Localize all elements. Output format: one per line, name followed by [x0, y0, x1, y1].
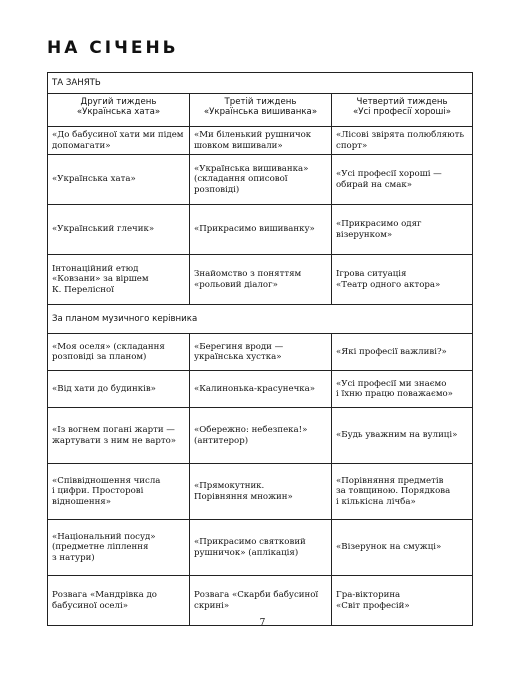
- table-cell: «Калинонька-красунечка»: [190, 371, 332, 408]
- table-cell: «Моя оселя» (складання розповіді за планом): [48, 334, 190, 371]
- table-cell: «Лісові звірята полюбляють спорт»: [332, 127, 473, 155]
- column-header-week-2: [48, 94, 190, 127]
- page-title: НА СІЧЕНЬ: [47, 38, 179, 58]
- table-cell: «Які професії важливі?»: [332, 334, 473, 371]
- table-cell: «Усі професії хороші — обирай на смак»: [332, 155, 473, 205]
- table-cell: «Прикрасимо святковий рушничок» (аплікація): [190, 520, 332, 576]
- table-row: [48, 155, 473, 205]
- column-header-week-4: [332, 94, 473, 127]
- table-row: [48, 520, 473, 576]
- table-cell: «Прямокутник. Порівняння множин»: [190, 464, 332, 520]
- column-header-row: [48, 94, 473, 127]
- table-row: [48, 205, 473, 255]
- table-cell: Знайомство з поняттям «рольовий діалог»: [190, 255, 332, 305]
- table-cell: «Українська хата»: [48, 155, 190, 205]
- table-cell: «Берегиня вроди — українська хустка»: [190, 334, 332, 371]
- table-cell: Інтонаційний етюд «Ковзани» за віршем К. Перелісної: [48, 255, 190, 305]
- table-row: [48, 255, 473, 305]
- table-cell: «Від хати до будинків»: [48, 371, 190, 408]
- table-cell: «Національний посуд» (предметне ліплення з натури): [48, 520, 190, 576]
- table-cell: Розвага «Скарби бабусиної скрині»: [190, 576, 332, 626]
- section-header-row: [48, 73, 473, 94]
- table-row: [48, 408, 473, 464]
- table-cell: «Із вогнем погані жарти — жартувати з ним не варто»: [48, 408, 190, 464]
- column-header-week: Третій тиждень: [224, 97, 297, 107]
- table-cell: «До бабусиної хати ми підем допомагати»: [48, 127, 190, 155]
- table-cell: «Ми біленький рушничок шовком вишивали»: [190, 127, 332, 155]
- column-header-theme: «Українська вишиванка»: [203, 107, 318, 118]
- table-cell: «Будь уважним на вулиці»: [332, 408, 473, 464]
- section-header: ТА ЗАНЯТЬ: [48, 73, 473, 94]
- column-header-week: Четвертий тиждень: [356, 97, 448, 107]
- column-header-week: Другий тиждень: [80, 97, 157, 107]
- column-header-theme: «Усі професії хороші»: [352, 107, 452, 118]
- table-cell: «Обережно: небезпека!» (антитерор): [190, 408, 332, 464]
- column-header-week-3: [190, 94, 332, 127]
- table-cell: «Порівняння предметів за товщиною. Порядкова і кількісна лічба»: [332, 464, 473, 520]
- table-cell: Розвага «Мандрівка до бабусиної оселі»: [48, 576, 190, 626]
- page-number: 7: [259, 618, 266, 628]
- table-cell: «Усі професії ми знаємо і їхню працю поважаємо»: [332, 371, 473, 408]
- table-cell: Гра-вікторина «Світ професій»: [332, 576, 473, 626]
- table-cell: «Українська вишиванка» (складання описової розповіді): [190, 155, 332, 205]
- table-cell: Ігрова ситуація «Театр одного актора»: [332, 255, 473, 305]
- column-header-theme: «Українська хата»: [76, 107, 161, 118]
- music-note-row: [48, 305, 473, 334]
- table-cell: «Візерунок на смужці»: [332, 520, 473, 576]
- table-cell: «Прикрасимо вишиванку»: [190, 205, 332, 255]
- table-cell: «Прикрасимо одяг візерунком»: [332, 205, 473, 255]
- table-row: [48, 334, 473, 371]
- table-row: [48, 127, 473, 155]
- activities-table: [47, 72, 473, 626]
- table-row: [48, 371, 473, 408]
- table-cell: «Співвідношення числа і цифри. Просторові відношення»: [48, 464, 190, 520]
- table-row: [48, 464, 473, 520]
- music-note: За планом музичного керівника: [48, 305, 473, 334]
- table-cell: «Український глечик»: [48, 205, 190, 255]
